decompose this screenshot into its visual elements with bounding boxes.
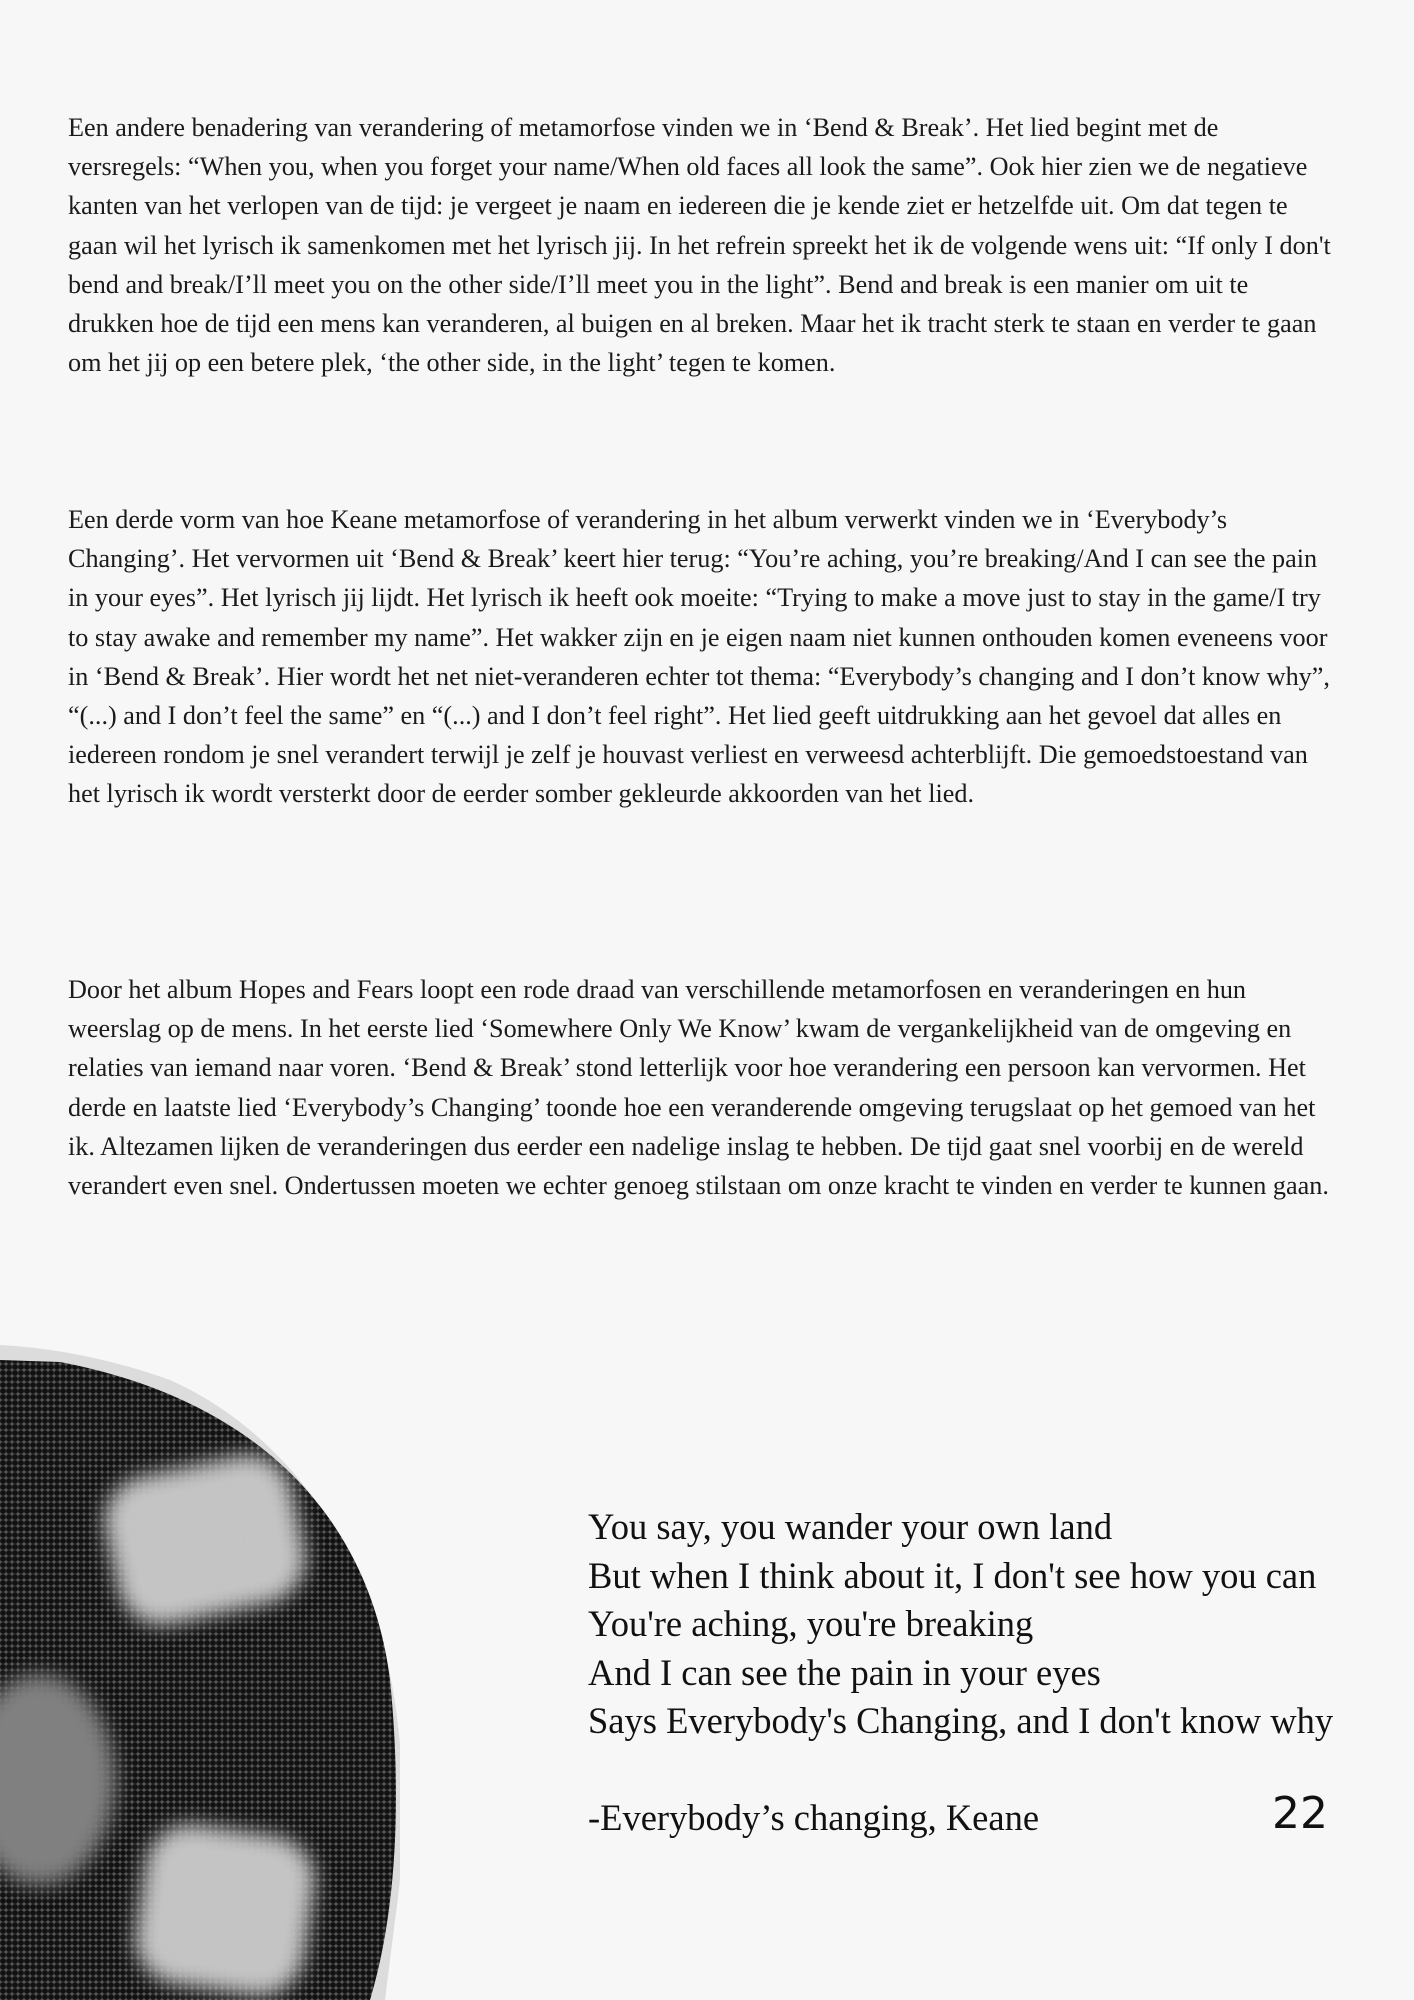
vinyl-record-illustration xyxy=(0,1340,400,2000)
page-number: 22 xyxy=(1272,1788,1328,1839)
song-quote xyxy=(588,1503,1388,1842)
quote-line: You're aching, you're breaking xyxy=(588,1603,1034,1644)
quote-attribution: -Everybody’s changing, Keane xyxy=(588,1796,1040,1838)
quote-line: You say, you wander your own land xyxy=(588,1506,1113,1547)
body-paragraph-3: Door het album Hopes and Fears loopt een rode draad van verschillende metamorfosen en veranderingen en hun weerslag op de mens. In het eerste lied ‘Somewhere Only We Know’ kwam de vergankelijkheid van de omgeving en relaties van iemand naar voren. ‘Bend & Break’ stond letterlijk voor hoe verandering een persoon kan vervormen. Het derde en laatste lied ‘Everybody’s Changing’ toonde hoe een veranderende omgeving terugslaat op het gemoed van het ik. Altezamen lijken de veranderingen dus eerder een nadelige inslag te hebben. De tijd gaat snel voorbij en de wereld verandert even snel. Ondertussen moeten we echter genoeg stilstaan om onze kracht te vinden en verder te kunnen gaan. xyxy=(68,975,1329,1201)
body-paragraph-1: Een andere benadering van verandering of metamorfose vinden we in ‘Bend & Break’. Het lied begint met de versregels: “When you, when you forget your name/When old faces all look the same”. Ook hier zien we de negatieve kanten van het verlopen van de tijd: je vergeet je naam en iedereen die je kende ziet er hetzelfde uit. Om dat tegen te gaan wil het lyrisch ik samenkomen met het lyrisch jij. In het refrein spreekt het ik de volgende wens uit: “If only I don't bend and break/I’ll meet you on the other side/I’ll meet you in the light”. Bend and break is een manier om uit te drukken hoe de tijd een mens kan veranderen, al buigen en al breken. Maar het ik tracht sterk te staan en verder te gaan om het jij op een betere plek, ‘the other side, in the light’ tegen te komen. xyxy=(68,113,1331,378)
quote-line: But when I think about it, I don't see how you can xyxy=(588,1554,1317,1596)
quote-line: And I can see the pain in your eyes xyxy=(588,1651,1101,1693)
record-highlight-bottom xyxy=(130,1819,321,2000)
body-paragraph-2: Een derde vorm van hoe Keane metamorfose of verandering in het album verwerkt vinden we in ‘Everybody’s Changing’. Het vervormen uit ‘Bend & Break’ keert hier terug: “You’re aching, you’re breaking/And I can see the pain in your eyes”. Het lyrisch jij lijdt. Het lyrisch ik heeft ook moeite: “Trying to make a move just to stay in the game/I try to stay awake and remember my name”. Het wakker zijn en je eigen naam niet kunnen onthouden komen eveneens voor in ‘Bend & Break’. Hier wordt het net niet-veranderen echter tot thema: “Everybody’s changing and I don’t know why”, “(...) and I don’t feel the same” en “(...) and I don’t feel right”. Het lied geeft uitdrukking aan het gevoel dat alles en iedereen rondom je snel verandert terwijl je zelf je houvast verliest en verweesd achterblijft. Die gemoedstoestand van het lyrisch ik wordt versterkt door de eerder somber gekleurde akkoorden van het lied. xyxy=(68,505,1330,809)
quote-line: Says Everybody's Changing, and I don't know why xyxy=(588,1700,1334,1741)
